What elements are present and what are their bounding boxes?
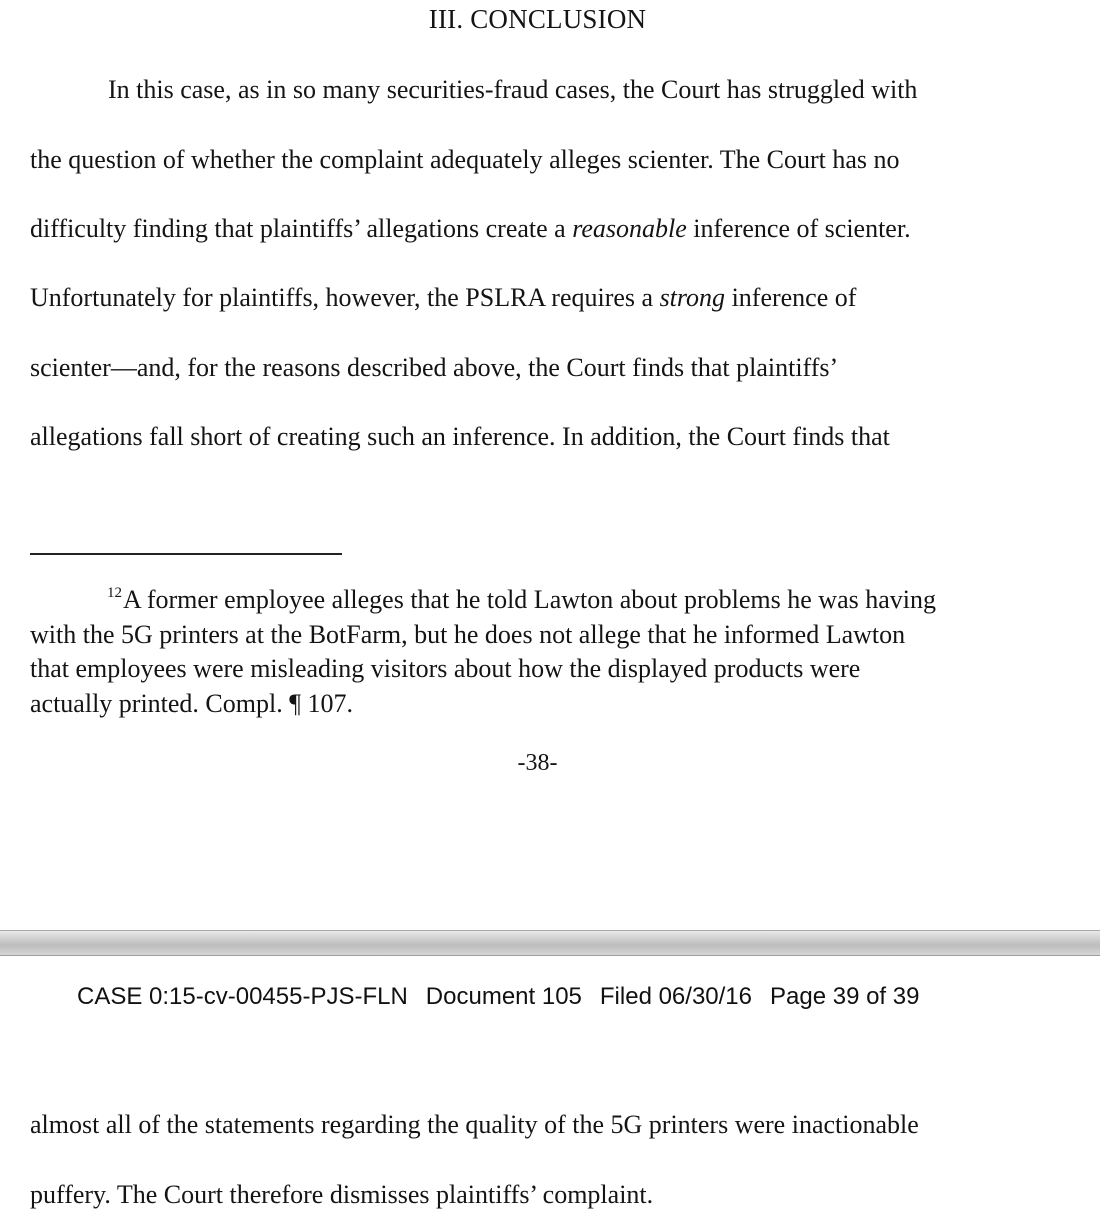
body-line: In this case, as in so many securities-fraud cases, the Court has struggled with: [108, 75, 918, 104]
section-heading: III. CONCLUSION: [428, 4, 647, 34]
footnote-marker: 12: [107, 585, 122, 601]
footnote-text: A former employee alleges that he told Lawton about problems he was having: [123, 585, 936, 614]
body-text: inference of scienter.: [686, 214, 911, 243]
footnote-line: that employees were misleading visitors about how the displayed products were: [30, 654, 861, 683]
body-text: Unfortunately for plaintiffs, however, the PSLRA requires a: [30, 283, 660, 312]
page-count: Page 39 of 39: [770, 983, 920, 1010]
body-text: difficulty finding that plaintiffs’ allegations create a: [30, 214, 573, 243]
emphasis-reasonable: reasonable: [572, 214, 687, 243]
footnote-line: actually printed. Compl. ¶ 107.: [30, 689, 354, 718]
page-number: -38-: [517, 750, 558, 776]
footnote-line: [107, 585, 936, 615]
emphasis-strong: strong: [659, 283, 726, 312]
footnote-line: with the 5G printers at the BotFarm, but he does not allege that he informed Lawton: [30, 620, 906, 649]
case-header: [77, 983, 937, 1011]
body-line: allegations fall short of creating such an inference. In addition, the Court finds that: [30, 422, 890, 451]
body-line: [30, 283, 856, 313]
body-line: [30, 214, 911, 244]
body-line: almost all of the statements regarding the quality of the 5G printers were inactionable: [30, 1110, 919, 1139]
body-text: inference of: [725, 283, 857, 312]
case-number: CASE 0:15-cv-00455-PJS-FLN: [77, 983, 408, 1010]
page-divider: [0, 930, 1100, 956]
footnote-separator: [30, 553, 342, 555]
body-line: puffery. The Court therefore dismisses plaintiffs’ complaint.: [30, 1180, 654, 1209]
body-line: the question of whether the complaint adequately alleges scienter. The Court has no: [30, 145, 900, 174]
body-line: scienter—and, for the reasons described above, the Court finds that plaintiffs’: [30, 353, 839, 382]
document-number: Document 105: [425, 983, 582, 1010]
filed-date: Filed 06/30/16: [599, 983, 752, 1010]
